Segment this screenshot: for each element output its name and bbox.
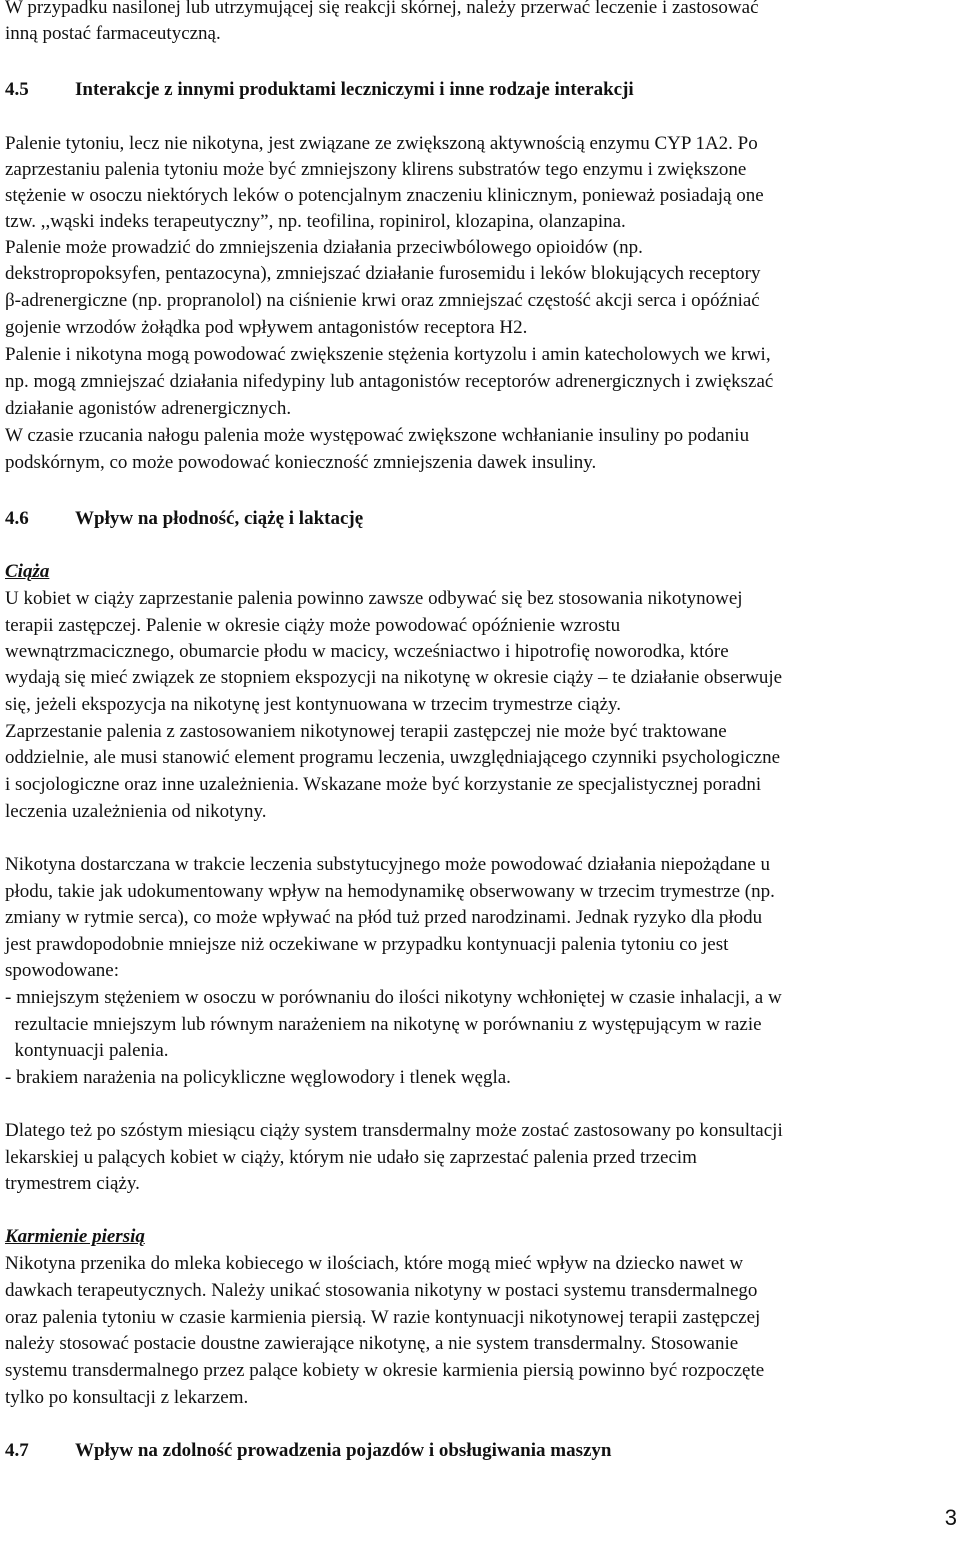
paragraph-line: Palenie może prowadzić do zmniejszenia działania przeciwbólowego opioidów (np. bbox=[5, 237, 643, 258]
paragraph-line: należy stosować postacie doustne zawierające nikotynę, a nie system transdermalny. Stosowanie bbox=[5, 1333, 739, 1354]
section-4-7-number: 4.7 bbox=[5, 1440, 29, 1461]
intro-line-2: inną postać farmaceutyczną. bbox=[5, 23, 221, 44]
paragraph-line: oraz palenia tytoniu w czasie karmienia piersią. W razie kontynuacji nikotynowej terapii zastępczej bbox=[5, 1307, 761, 1328]
paragraph-line: działanie agonistów adrenergicznych. bbox=[5, 398, 292, 419]
bullet-continuation-line: kontynuacji palenia. bbox=[5, 1040, 169, 1061]
paragraph-line: Dlatego też po szóstym miesiącu ciąży system transdermalny może zostać zastosowany po konsultacji bbox=[5, 1120, 783, 1141]
paragraph-line: Palenie i nikotyna mogą powodować zwiększenie stężenia kortyzolu i amin katecholowych we krwi, bbox=[5, 344, 771, 365]
paragraph-line: Nikotyna dostarczana w trakcie leczenia substytucyjnego może powodować działania niepożądane u bbox=[5, 854, 770, 875]
paragraph-line: Palenie tytoniu, lecz nie nikotyna, jest związane ze zwiększoną aktywnością enzymu CYP 1A2. Po bbox=[5, 133, 758, 154]
section-4-7-heading bbox=[5, 1438, 611, 1464]
bullet-continuation-line: rezultacie mniejszym lub równym narażeniem na nikotynę w porównaniu z występującym w razie bbox=[5, 1014, 762, 1035]
paragraph-line: dawkach terapeutycznych. Należy unikać stosowania nikotyny w postaci systemu transdermalnego bbox=[5, 1280, 758, 1301]
bullet-line: - brakiem narażenia na policykliczne węglowodory i tlenek węgla. bbox=[5, 1067, 511, 1088]
paragraph-line: zaprzestaniu palenia tytoniu może być zmniejszony klirens substratów tego enzymu i zwiększone bbox=[5, 159, 747, 180]
paragraph-line: leczenia uzależnienia od nikotyny. bbox=[5, 801, 267, 822]
paragraph-line: dekstropropoksyfen, pentazocyna), zmniejszać działanie furosemidu i leków blokujących receptory bbox=[5, 263, 761, 284]
paragraph-line: terapii zastępczej. Palenie w okresie ciąży może powodować opóźnienie wzrostu bbox=[5, 615, 621, 636]
paragraph-line: trymestrem ciąży. bbox=[5, 1173, 140, 1194]
paragraph-line: zmiany w rytmie serca), co może wpływać na płód tuż przed narodzinami. Jednak ryzyko dla płodu bbox=[5, 907, 763, 928]
breastfeeding-heading: Karmienie piersią bbox=[5, 1226, 145, 1247]
section-4-6-number: 4.6 bbox=[5, 508, 29, 529]
paragraph-line: Zaprzestanie palenia z zastosowaniem nikotynowej terapii zastępczej nie może być traktowane bbox=[5, 721, 727, 742]
section-4-5-heading bbox=[5, 77, 634, 103]
paragraph-line: podskórnym, co może powodować konieczność zmniejszenia dawek insuliny. bbox=[5, 452, 597, 473]
section-4-6-heading bbox=[5, 506, 363, 532]
paragraph-line: i socjologiczne oraz inne uzależnienia. Wskazane może być korzystanie ze specjalistycznej poradni bbox=[5, 774, 762, 795]
paragraph-line: systemu transdermalnego przez palące kobiety w okresie karmienia piersią powinno być rozpoczęte bbox=[5, 1360, 765, 1381]
paragraph-line: się, jeżeli ekspozycja na nikotynę jest kontynuowana w trzecim trymestrze ciąży. bbox=[5, 694, 622, 715]
paragraph-line: np. mogą zmniejszać działania nifedypiny lub antagonistów receptorów adrenergicznych i zwiększać bbox=[5, 371, 774, 392]
paragraph-line: jest prawdopodobnie mniejsze niż oczekiwane w przypadku kontynuacji palenia tytoniu co jest bbox=[5, 934, 729, 955]
paragraph-line: U kobiet w ciąży zaprzestanie palenia powinno zawsze odbywać się bez stosowania nikotynowej bbox=[5, 588, 743, 609]
paragraph-line: wydają się mieć związek ze stopniem ekspozycji na nikotynę w okresie ciąży – te działanie obserwuje bbox=[5, 667, 783, 688]
bullet-line: - mniejszym stężeniem w osoczu w porównaniu do ilości nikotyny wchłoniętej w czasie inhalacji, a w bbox=[5, 987, 782, 1008]
section-4-5-title: Interakcje z innymi produktami leczniczymi i inne rodzaje interakcji bbox=[75, 79, 634, 100]
paragraph-line: płodu, takie jak udokumentowany wpływ na hemodynamikę obserwowany w trzecim trymestrze (np. bbox=[5, 881, 775, 902]
paragraph-line: oddzielnie, ale musi stanowić element programu leczenia, uwzględniającego czynniki psychologiczne bbox=[5, 747, 781, 768]
section-4-5-number: 4.5 bbox=[5, 79, 29, 100]
paragraph-line: stężenie w osoczu niektórych leków o potencjalnym znaczeniu klinicznym, ponieważ posiadają one bbox=[5, 185, 764, 206]
paragraph-line: gojenie wrzodów żołądka pod wpływem antagonistów receptora H2. bbox=[5, 317, 528, 338]
paragraph-line: lekarskiej u palących kobiet w ciąży, którym nie udało się zaprzestać palenia przed trzecim bbox=[5, 1147, 697, 1168]
paragraph-line: spowodowane: bbox=[5, 960, 119, 981]
pregnancy-heading: Ciąża bbox=[5, 561, 50, 582]
paragraph-line: β-adrenergiczne (np. propranolol) na ciśnienie krwi oraz zmniejszać częstość akcji serca i opóźniać bbox=[5, 290, 760, 311]
page-number: 3 bbox=[944, 1505, 957, 1530]
intro-line-1: W przypadku nasilonej lub utrzymującej się reakcji skórnej, należy przerwać leczenie i zastosować bbox=[5, 0, 759, 18]
section-4-6-title: Wpływ na płodność, ciążę i laktację bbox=[75, 508, 364, 529]
paragraph-line: Nikotyna przenika do mleka kobiecego w ilościach, które mogą mieć wpływ na dziecko nawet w bbox=[5, 1253, 744, 1274]
paragraph-line: W czasie rzucania nałogu palenia może występować zwiększone wchłanianie insuliny po podaniu bbox=[5, 425, 750, 446]
paragraph-line: tzw. ,,wąski indeks terapeutyczny”, np. teofilina, ropinirol, klozapina, olanzapina. bbox=[5, 211, 626, 232]
section-4-7-title: Wpływ na zdolność prowadzenia pojazdów i obsługiwania maszyn bbox=[75, 1440, 612, 1461]
paragraph-line: wewnątrzmacicznego, obumarcie płodu w macicy, wcześniactwo i hipotrofię noworodka, które bbox=[5, 641, 729, 662]
paragraph-line: tylko po konsultacji z lekarzem. bbox=[5, 1387, 249, 1408]
